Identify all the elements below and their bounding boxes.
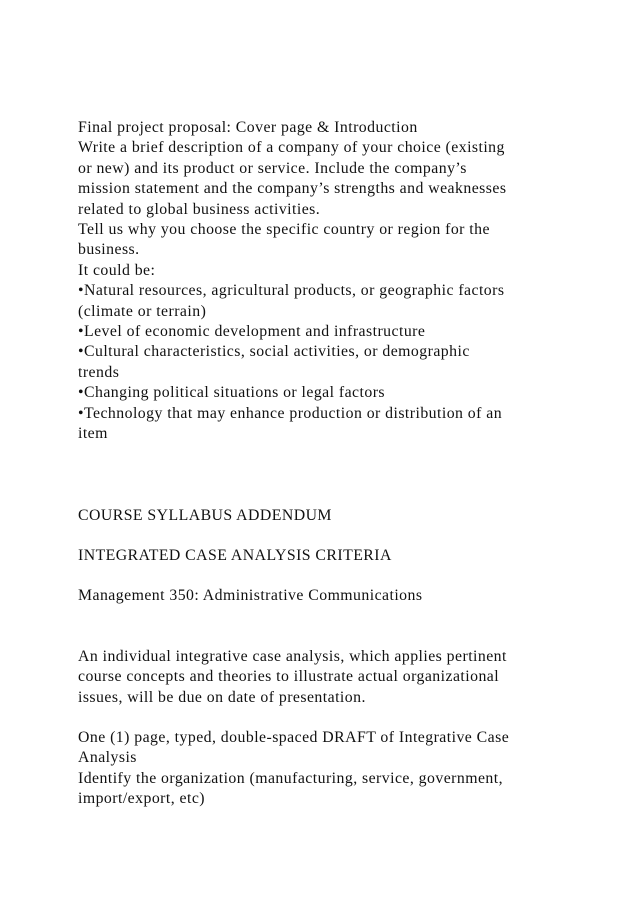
addendum-heading: COURSE SYLLABUS ADDENDUM [78,506,332,524]
paragraph-line: import/export, etc) [78,790,205,808]
proposal-bullet-line: •Level of economic development and infrastructure [78,323,426,341]
draft-requirements-paragraph [78,728,568,810]
proposal-text-line: mission statement and the company’s strengths and weaknesses [78,180,507,198]
proposal-text-line: related to global business activities. [78,200,321,218]
proposal-text-line: Tell us why you choose the specific country or region for the [78,221,490,239]
proposal-text-line: Write a brief description of a company of your choice (existing [78,139,505,157]
paragraph-line: One (1) page, typed, double-spaced DRAFT of Integrative Case [78,728,510,746]
paragraph-spacer [78,607,568,647]
document-content [78,118,568,810]
proposal-title: Final project proposal: Cover page & Introduction [78,119,418,136]
proposal-bullet-line: (climate or terrain) [78,302,207,320]
course-title: Management 350: Administrative Communications [78,587,423,605]
paragraph-line: issues, will be due on date of presentation. [78,688,366,706]
proposal-text-line: or new) and its product or service. Include the company’s [78,159,467,177]
proposal-bullet-line: item [78,425,108,443]
proposal-text-line: business. [78,241,140,259]
paragraph-spacer [78,708,568,728]
addendum-subheading: INTEGRATED CASE ANALYSIS CRITERIA [78,546,392,564]
proposal-text-line: It could be: [78,261,156,279]
paragraph-line: course concepts and theories to illustrate actual organizational [78,668,500,686]
paragraph-spacer [78,566,568,586]
proposal-bullet-line: •Technology that may enhance production or distribution of an [78,404,503,422]
project-proposal-section [78,118,568,445]
case-analysis-paragraph [78,647,568,708]
proposal-bullet-line: •Changing political situations or legal factors [78,384,386,402]
proposal-bullet-line: •Natural resources, agricultural products, or geographic factors [78,282,505,300]
proposal-bullet-line: •Cultural characteristics, social activities, or demographic [78,343,470,361]
paragraph-line: Identify the organization (manufacturing, service, government, [78,769,504,787]
paragraph-line: Analysis [78,749,137,767]
proposal-bullet-line: trends [78,363,120,381]
syllabus-addendum-section [78,506,568,810]
paragraph-spacer [78,526,568,546]
section-spacer [78,445,568,506]
paragraph-line: An individual integrative case analysis, which applies pertinent [78,647,507,665]
